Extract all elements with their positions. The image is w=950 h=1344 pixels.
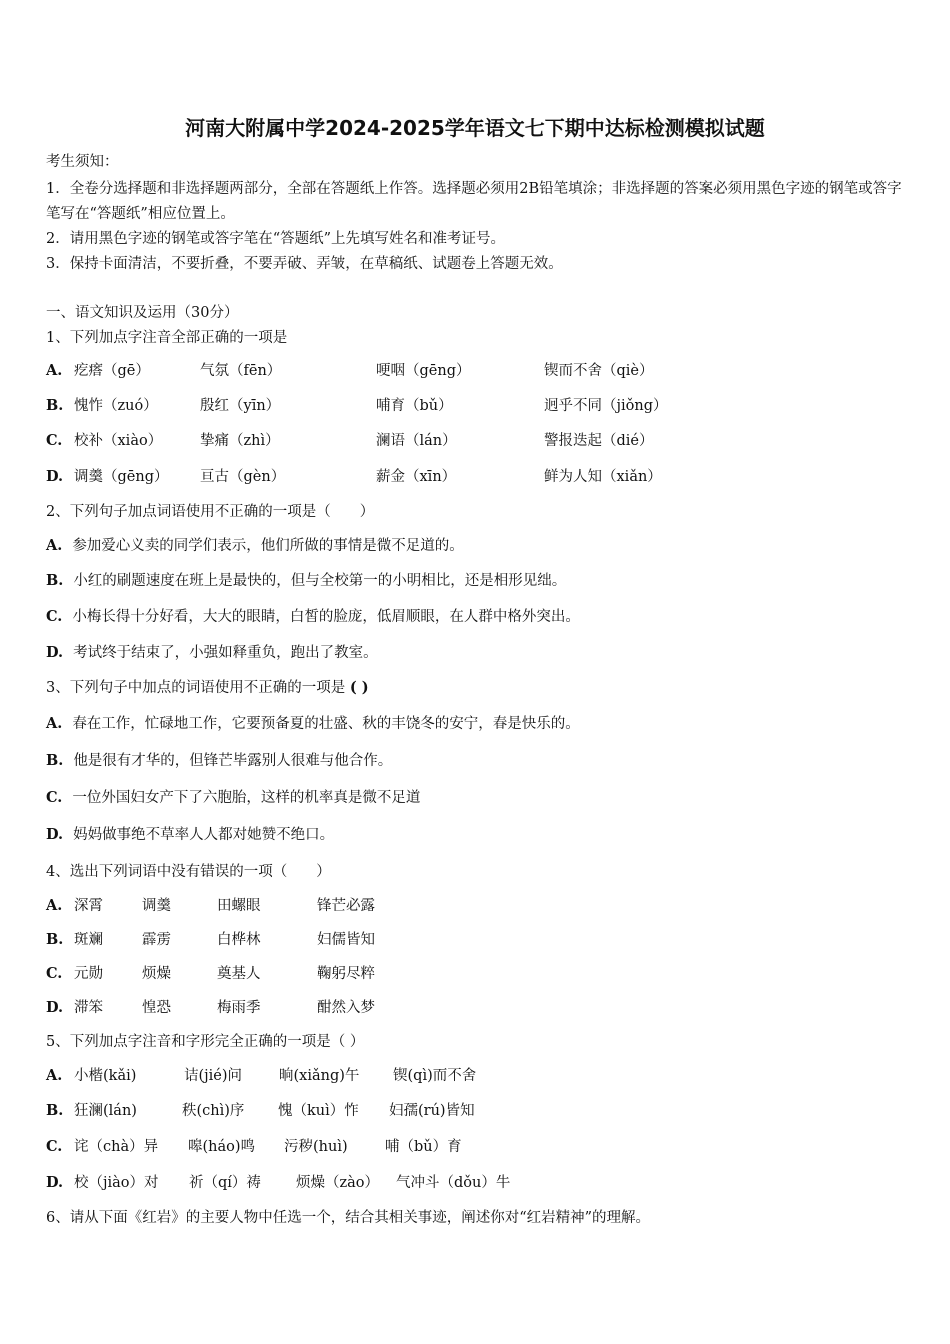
option-item: 锲而不舍（qiè） [544,363,654,379]
notice-heading: 考生须知： [46,154,119,170]
option-text: 小梅长得十分好看，大大的眼睛，白皙的脸庞，低眉顺眼，在人群中格外突出。 [72,609,580,625]
option-letter: D. [46,999,64,1016]
question-2-option-c [46,607,580,627]
option-item: 锲(qì)而不舍 [393,1068,477,1084]
option-item: 疙瘩（gē） [74,363,150,379]
option-item: 狂澜(lán) [74,1103,137,1119]
option-text: 考试终于结束了，小强如释重负，跑出了教室。 [73,645,378,661]
option-item: 污秽(huì) [284,1139,348,1155]
option-letter: D. [46,826,64,843]
option-item: 哺（bǔ）育 [385,1139,462,1155]
option-item: 澜语（lán） [376,433,457,449]
option-item: 滞笨 [74,1000,103,1016]
option-letter: C. [46,789,63,806]
option-letter: D. [46,644,64,661]
option-letter: D. [46,1174,64,1191]
notice-item-2: 2．请用黑色字迹的钢笔或答字笔在“答题纸”上先填写姓名和准考证号。 [46,231,506,247]
option-letter: B. [46,752,64,769]
option-text: 一位外国妇女产下了六胞胎，这样的机率真是微不足道 [72,790,421,806]
option-letter: A. [46,1067,63,1084]
question-2-option-b [46,571,566,591]
notice-item-3: 3．保持卡面清洁，不要折叠，不要弄破、弄皱，在草稿纸、试题卷上答题无效。 [46,256,563,272]
option-item: 诧（chà）异 [74,1139,159,1155]
option-item: 校（jiào）对 [74,1175,159,1191]
question-3-option-c [46,788,420,808]
option-text: 妈妈做事绝不草率人人都对她赞不绝口。 [73,827,335,843]
question-3-option-d [46,825,334,845]
option-item: 薪金（xīn） [376,469,457,485]
option-item: 秩(chì)序 [182,1103,245,1119]
option-item: 校补（xiào） [74,433,163,449]
stem-text: 3、下列句子中加点的词语使用不正确的一项是 [46,680,346,696]
option-item: 元勋 [74,966,103,982]
question-3-option-b [46,751,392,771]
option-letter: C. [46,608,63,625]
option-item: 奠基人 [217,966,261,982]
question-2-stem: 2、下列句子加点词语使用不正确的一项是（ ） [46,504,375,520]
answer-paren: ( ) [349,679,369,696]
question-2-option-a [46,536,464,556]
option-letter: B. [46,931,64,948]
option-item: 愧怍（zuó） [74,398,158,414]
option-item: 斑斓 [74,932,103,948]
notice-item-1: 1．全卷分选择题和非选择题两部分，全部在答题纸上作答。选择题必须用2B铅笔填涂；非选择题的答案必须用黑色字迹的钢笔或答字笔写在“答题纸”相应位置上。 [46,181,902,222]
option-letter: A. [46,715,63,732]
question-3-stem [46,678,369,698]
option-item: 殷红（yīn） [200,398,281,414]
option-item: 深霄 [74,898,103,914]
option-item: 嗥(háo)鸣 [188,1139,256,1155]
option-item: 调羹（gēng） [74,469,169,485]
option-text: 参加爱心义卖的同学们表示，他们所做的事情是微不足道的。 [72,538,464,554]
option-item: 哽咽（gēng） [376,363,471,379]
option-letter: A. [46,897,63,914]
option-item: 气冲斗（dǒu）牛 [396,1175,511,1191]
option-text: 春在工作，忙碌地工作，它要预备夏的壮盛、秋的丰饶冬的安宁，春是快乐的。 [72,716,580,732]
question-4-stem: 4、选出下列词语中没有错误的一项（ ） [46,864,331,880]
option-letter: A. [46,537,63,554]
option-item: 挚痛（zhì） [200,433,280,449]
page-title: 河南大附属中学2024-2025学年语文七下期中达标检测模拟试题 [185,116,765,140]
option-item: 诘(jié)问 [184,1068,243,1084]
option-item: 锋芒必露 [317,898,375,914]
question-2-option-d [46,643,378,663]
option-item: 鞠躬尽粹 [317,966,375,982]
option-item: 祈（qí）祷 [189,1175,261,1191]
option-item: 妇儒皆知 [317,932,375,948]
option-item: 白桦林 [217,932,261,948]
option-item: 迥乎不同（jiǒng） [544,398,668,414]
option-item: 调羹 [142,898,171,914]
option-text: 他是很有才华的，但锋芒毕露别人很难与他合作。 [73,753,393,769]
question-5-stem: 5、下列加点字注音和字形完全正确的一项是（ ） [46,1034,365,1050]
question-1-stem: 1、下列加点字注音全部正确的一项是 [46,330,288,346]
option-item: 警报迭起（dié） [544,433,654,449]
option-item: 鲜为人知（xiǎn） [544,469,662,485]
option-letter: C. [46,965,63,982]
question-3-option-a [46,714,580,734]
option-item: 妇孺(rú)皆知 [389,1103,475,1119]
option-letter: A. [46,362,63,379]
option-item: 小楷(kǎi) [74,1068,137,1084]
option-letter: C. [46,1138,63,1155]
option-letter: C. [46,432,63,449]
option-item: 亘古（gèn） [200,469,286,485]
option-letter: D. [46,468,64,485]
option-letter: B. [46,1102,64,1119]
option-letter: B. [46,572,64,589]
option-item: 气氛（fēn） [200,363,282,379]
option-item: 晌(xiǎng)午 [279,1068,360,1084]
option-letter: B. [46,397,64,414]
option-item: 愧（kuì）怍 [278,1103,359,1119]
option-item: 哺育（bǔ） [376,398,453,414]
option-item: 田螺眼 [217,898,261,914]
option-item: 霹雳 [142,932,171,948]
question-6-stem: 6、请从下面《红岩》的主要人物中任选一个，结合其相关事迹，阐述你对“红岩精神”的理解。 [46,1210,651,1226]
option-item: 烦燥（zào） [296,1175,380,1191]
option-item: 烦燥 [142,966,171,982]
option-item: 惶恐 [142,1000,171,1016]
section-heading: 一、语文知识及运用（30分） [46,305,239,321]
option-item: 酣然入梦 [317,1000,375,1016]
option-text: 小红的刷题速度在班上是最快的，但与全校第一的小明相比，还是相形见绌。 [73,573,567,589]
option-item: 梅雨季 [217,1000,261,1016]
